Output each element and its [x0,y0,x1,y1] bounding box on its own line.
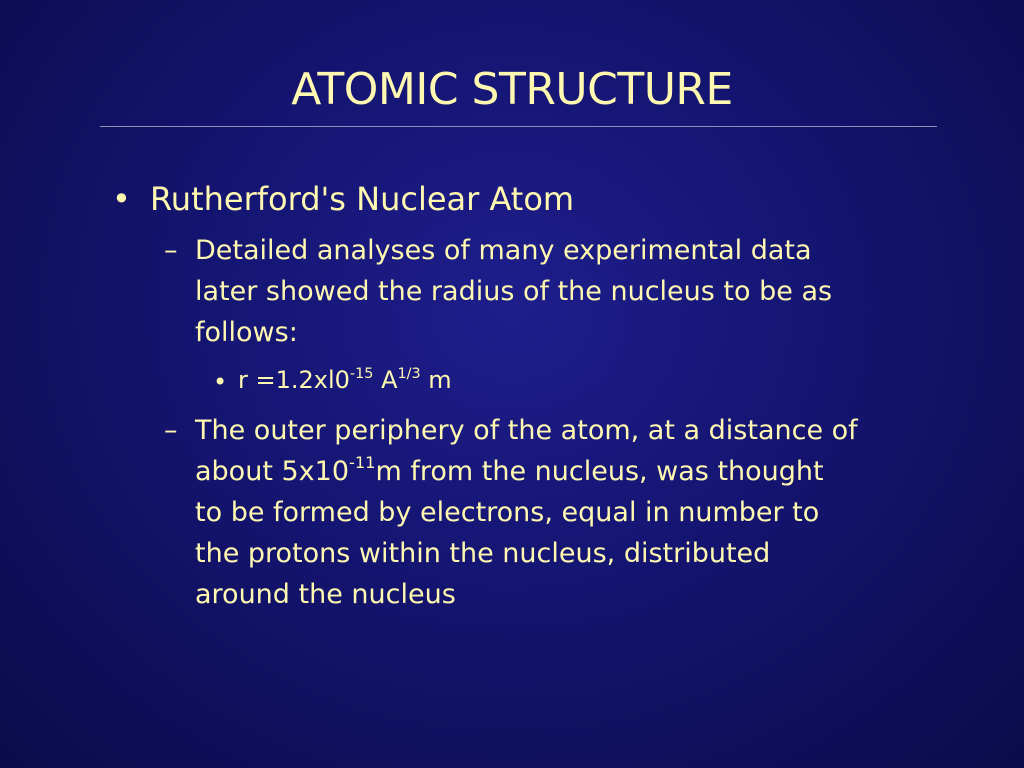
bullet-marker: • [112,180,131,218]
sub2-line-1: The outer periphery of the atom, at a distance of [195,415,858,446]
bullet-rutherford: Rutherford's Nuclear Atom [150,180,575,218]
dash-marker-2: – [164,415,178,446]
formula-prefix: r =1.2xl0 [238,366,350,394]
sub1-line-3: follows: [195,317,298,348]
sub2-line-4: the protons within the nucleus, distributed [195,538,771,569]
formula-exponent-2: 1/3 [397,365,421,382]
sub1-line-2: later showed the radius of the nucleus to be as [195,276,833,307]
sub2-line-5: around the nucleus [195,579,456,610]
sub2-line-2 [195,451,824,492]
sub2-line-2-pre: about 5x10 [195,456,349,487]
formula-line [238,362,452,398]
formula-mid: A [373,366,398,394]
sub1-line-1: Detailed analyses of many experimental data [195,235,812,266]
formula-bullet-marker: • [213,368,228,396]
sub2-exponent: -11 [349,453,376,473]
slide-title: ATOMIC STRUCTURE [291,64,733,115]
title-divider [100,126,937,127]
sub2-line-3: to be formed by electrons, equal in number to [195,497,820,528]
dash-marker: – [164,235,178,266]
sub2-line-2-post: m from the nucleus, was thought [375,456,824,487]
formula-suffix: m [420,366,452,394]
formula-exponent-1: -15 [349,365,374,382]
